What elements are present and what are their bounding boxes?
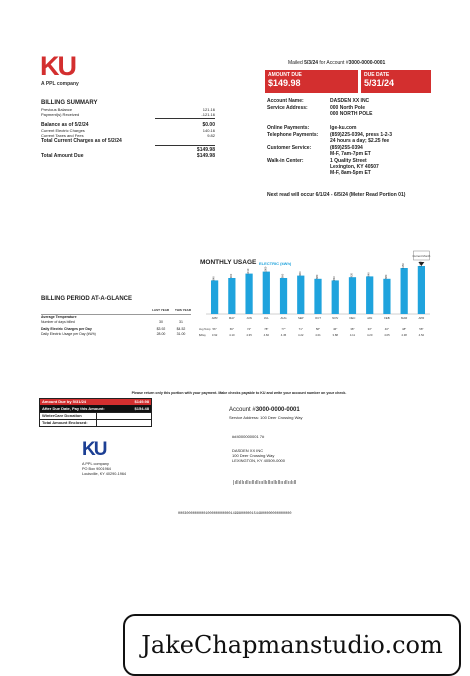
temp-label: 66° bbox=[229, 327, 234, 331]
temp-label: 71° bbox=[298, 327, 303, 331]
bar-value-label: 1150 bbox=[402, 263, 406, 269]
temp-label: 74° bbox=[246, 327, 252, 331]
cost-label: 4.38 bbox=[401, 333, 407, 337]
watermark-banner bbox=[123, 614, 461, 676]
account-info-label: Walk-in Center: bbox=[267, 158, 304, 164]
account-info-label: Account Name: bbox=[267, 98, 304, 104]
wintercare-input[interactable] bbox=[97, 413, 151, 419]
summary-line-value: 9.82 bbox=[207, 133, 215, 138]
glance-this: 31.00 bbox=[176, 332, 186, 336]
account-info-row bbox=[267, 158, 437, 176]
account-info-row bbox=[267, 145, 437, 157]
glance-col-this: THIS YEAR bbox=[175, 308, 191, 312]
due-date-label: DUE DATE bbox=[364, 72, 390, 78]
usage-bar bbox=[366, 276, 373, 314]
account-info-value: 1 Quality Street Lexington, KY 40507 M-F, 8am-5pm ET bbox=[330, 158, 379, 176]
account-info-row bbox=[267, 132, 437, 144]
wintercare-row bbox=[40, 412, 151, 419]
amount-due-label: AMOUNT DUE bbox=[268, 72, 302, 78]
mailed-line bbox=[288, 60, 385, 66]
return-address-line: PO Box 9001964 bbox=[82, 467, 111, 471]
cost-row-label: $/Day bbox=[199, 334, 206, 337]
summary-line-value: -121.16 bbox=[201, 112, 215, 117]
temp-row-label: Avg Temp bbox=[199, 328, 211, 331]
customer-address-line: DASDEN XX INC bbox=[232, 448, 264, 453]
cost-label: 4.05 bbox=[384, 333, 390, 337]
summary-line bbox=[41, 112, 215, 117]
summary-line-label: Current Electric Charges bbox=[41, 128, 85, 133]
account-info-value: DASDEN XX INC bbox=[330, 98, 370, 104]
x-tick-label: JAN bbox=[367, 316, 373, 320]
x-tick-label: JUN bbox=[246, 316, 252, 320]
glance-this: 31 bbox=[179, 320, 183, 324]
bar-value-label: 840 bbox=[212, 276, 216, 281]
cost-label: 4.45 bbox=[280, 333, 287, 337]
glance-col-last: LAST YEAR bbox=[152, 308, 170, 312]
temp-label: 77° bbox=[281, 327, 286, 331]
return-address bbox=[82, 462, 126, 477]
usage-bar bbox=[314, 279, 321, 314]
temp-label: 58° bbox=[315, 327, 321, 331]
glance-row-label: Number of days billed bbox=[41, 320, 75, 324]
account-info-label: Service Address: bbox=[267, 105, 308, 111]
glance-section bbox=[41, 295, 191, 337]
glance-title: BILLING PERIOD AT-A-GLANCE bbox=[41, 296, 132, 302]
cost-label: 4.11 bbox=[349, 333, 356, 337]
amount-due-value: $149.98 bbox=[268, 78, 301, 88]
account-info-value: (859)255-0394 M-F, 7am-7pm ET bbox=[330, 145, 371, 157]
cost-label: 3.88 bbox=[332, 333, 338, 337]
usage-bar bbox=[332, 280, 339, 314]
bar-value-label: 960 bbox=[298, 271, 302, 276]
due-date-value: 5/31/24 bbox=[364, 78, 395, 88]
total-due-value: $149.98 bbox=[196, 153, 215, 159]
glance-header bbox=[41, 308, 191, 315]
glance-this: $4.52 bbox=[176, 327, 186, 331]
chart-series-label: ELECTRIC (kWh) bbox=[259, 261, 292, 266]
total-due-label: Total Amount Due bbox=[41, 153, 84, 159]
total-enclosed-label: Total Amount Enclosed: bbox=[40, 420, 97, 426]
bar-value-label: 880 bbox=[384, 274, 388, 279]
mailed-date: 5/3/24 bbox=[304, 60, 319, 66]
account-info-row bbox=[267, 105, 437, 117]
customer-address bbox=[232, 448, 285, 463]
usage-bar bbox=[228, 278, 235, 314]
stub-amount-value: $149.98 bbox=[134, 399, 149, 404]
usage-bar bbox=[349, 277, 356, 314]
cost-label: 4.60 bbox=[263, 333, 270, 337]
x-tick-label: JUL bbox=[263, 316, 269, 320]
next-read-note: Next read will occur 6/1/24 - 6/5/24 (Meter Read Portion 01) bbox=[267, 192, 406, 198]
bar-value-label: 900 bbox=[229, 273, 233, 279]
stub-after-due-value: $154.48 bbox=[134, 406, 149, 411]
x-tick-label: MAY bbox=[228, 316, 235, 320]
temp-label: 40° bbox=[384, 327, 390, 331]
total-enclosed-row bbox=[40, 419, 151, 426]
due-date-box bbox=[361, 70, 431, 93]
usage-bar bbox=[297, 276, 304, 314]
temp-label: 58° bbox=[419, 327, 424, 331]
x-tick-label: FEB bbox=[384, 316, 390, 320]
bar-value-label: 880 bbox=[316, 274, 319, 279]
bar-value-label: 920 bbox=[350, 273, 354, 278]
for-account-label: for Account # bbox=[319, 60, 349, 66]
bar-value-label: 840 bbox=[333, 276, 337, 281]
temp-label: 38° bbox=[350, 327, 355, 331]
usage-bar bbox=[211, 280, 218, 314]
bar-value-label: 900 bbox=[281, 273, 285, 279]
stub-service-address: Service Address: 100 Deer Crossing Way bbox=[229, 415, 303, 420]
usage-bar bbox=[280, 278, 287, 314]
stub-account-label: Account # bbox=[229, 407, 256, 413]
stub-amount-label: Amount Due by 5/31/24 bbox=[42, 399, 87, 404]
current-month-label: Current Month bbox=[412, 254, 431, 258]
scan-line: 000300000000010000000000014998000001544800000000000000 bbox=[178, 512, 292, 516]
summary-line-value: 121.16 bbox=[202, 107, 215, 112]
x-tick-label: MAR bbox=[401, 316, 408, 320]
chart-title: MONTHLY USAGE bbox=[200, 259, 257, 266]
glance-row-label: Daily Electric Usage per Day (kWh) bbox=[41, 332, 96, 336]
stub-account-number: 3000-0000-0001 bbox=[255, 407, 300, 413]
billing-summary bbox=[41, 100, 215, 159]
stub-after-due-label: After Due Date, Pay this Amount: bbox=[42, 406, 105, 411]
cost-label: 4.10 bbox=[229, 333, 235, 337]
mailed-label: Mailed bbox=[288, 60, 303, 66]
x-tick-label: APR bbox=[418, 316, 425, 320]
divider bbox=[155, 145, 215, 146]
online-payments-link[interactable]: lge-ku.com bbox=[330, 125, 357, 131]
watermark-text: JakeChapmanstudio.com bbox=[141, 631, 443, 659]
x-tick-label: AUG bbox=[280, 316, 287, 320]
x-tick-label: APR bbox=[211, 316, 218, 320]
stub-account bbox=[229, 407, 300, 414]
account-info-label: Telephone Payments: bbox=[267, 132, 319, 138]
account-info-value: (859)225-0394, press 1-2-3 24 hours a day; $2.25 fee bbox=[330, 132, 392, 144]
bar-value-label: 1060 bbox=[264, 266, 268, 273]
glance-row-label: Average Temperature bbox=[41, 315, 77, 319]
ku-logo: KU bbox=[40, 51, 75, 81]
summary-line-label: Previous Balance bbox=[41, 107, 73, 112]
billing-summary-title: BILLING SUMMARY bbox=[41, 100, 98, 106]
cost-label: 4.01 bbox=[315, 333, 321, 337]
payment-stub-table bbox=[39, 398, 152, 427]
amount-due-box bbox=[265, 70, 358, 93]
cost-label: 4.35 bbox=[246, 333, 252, 337]
customer-address-line: LEXINGTON, KY 40509-0000 bbox=[232, 458, 285, 463]
customer-address-line: 100 Deer Crossing Way bbox=[232, 453, 275, 458]
usage-bar bbox=[401, 268, 408, 314]
x-tick-label: OCT bbox=[315, 316, 321, 320]
account-info bbox=[267, 98, 437, 176]
usage-bar bbox=[383, 279, 390, 314]
usage-bar bbox=[245, 274, 252, 314]
balance-label: Balance as of 5/2/24 bbox=[41, 122, 89, 128]
account-info-row bbox=[267, 98, 437, 104]
cost-label: 4.20 bbox=[366, 333, 373, 337]
summary-line-label: Payment(s) Received bbox=[41, 112, 80, 117]
x-tick-label: NOV bbox=[332, 316, 339, 320]
cost-label: 3.92 bbox=[211, 333, 218, 337]
glance-row-label: Daily Electric Charges per Day bbox=[41, 327, 92, 331]
temp-label: 78° bbox=[264, 327, 269, 331]
usage-chart bbox=[198, 248, 435, 348]
glance-last: $3.92 bbox=[156, 327, 166, 331]
temp-label: 48° bbox=[402, 327, 407, 331]
bar-value-label: 940 bbox=[367, 272, 371, 277]
total-due-line bbox=[41, 153, 215, 159]
cost-label: 4.52 bbox=[418, 333, 425, 337]
total-current-label: Total Current Charges as of 5/2/24 bbox=[41, 138, 122, 144]
wintercare-label: WinterCare Donation bbox=[40, 413, 97, 419]
stub-instruction: Please return only this portion with your payment. Make checks payable to KU and write your account number on your check. bbox=[131, 391, 347, 395]
postal-barcode: |ıllıllııllııllıllıııllıllııllıllıııllıılıll bbox=[233, 480, 297, 486]
x-tick-label: DEC bbox=[349, 316, 356, 320]
mailed-account-number: 3000-0000-0001 bbox=[348, 60, 386, 66]
summary-line-label: Current Taxes and Fees bbox=[41, 133, 84, 138]
glance-row bbox=[41, 320, 191, 325]
total-current-value: $149.98 bbox=[196, 147, 215, 153]
divider bbox=[155, 118, 215, 119]
bar-value-label: 1010 bbox=[247, 268, 251, 275]
account-info-value: 000 North Pole 000 NORTH POLE bbox=[330, 105, 373, 117]
glance-last: 28.00 bbox=[156, 332, 166, 336]
temp-label: 56° bbox=[212, 327, 217, 331]
return-address-line: Louisville, KY 40290-1964 bbox=[82, 472, 127, 476]
summary-line-value: 140.16 bbox=[202, 128, 215, 133]
account-info-label: Online Payments: bbox=[267, 125, 310, 131]
return-company: A PPL company bbox=[82, 462, 109, 466]
temp-label: 46° bbox=[333, 327, 338, 331]
usage-bar bbox=[418, 266, 425, 314]
stub-after-due-row bbox=[40, 405, 151, 412]
temp-label: 33° bbox=[367, 327, 372, 331]
account-info-label: Customer Service: bbox=[267, 145, 312, 151]
account-info-row bbox=[267, 125, 437, 131]
glance-row bbox=[41, 332, 191, 337]
mail-code: ##4000000001 7# bbox=[232, 434, 265, 439]
company-tagline: A PPL company bbox=[41, 81, 79, 87]
cost-label: 4.22 bbox=[298, 333, 304, 337]
usage-bar bbox=[263, 272, 270, 314]
glance-last: 30 bbox=[159, 320, 163, 324]
total-enclosed-input[interactable] bbox=[97, 420, 151, 426]
stub-ku-logo: KU bbox=[82, 439, 106, 460]
x-tick-label: SEP bbox=[297, 316, 304, 320]
balance-value: $0.00 bbox=[202, 122, 215, 128]
